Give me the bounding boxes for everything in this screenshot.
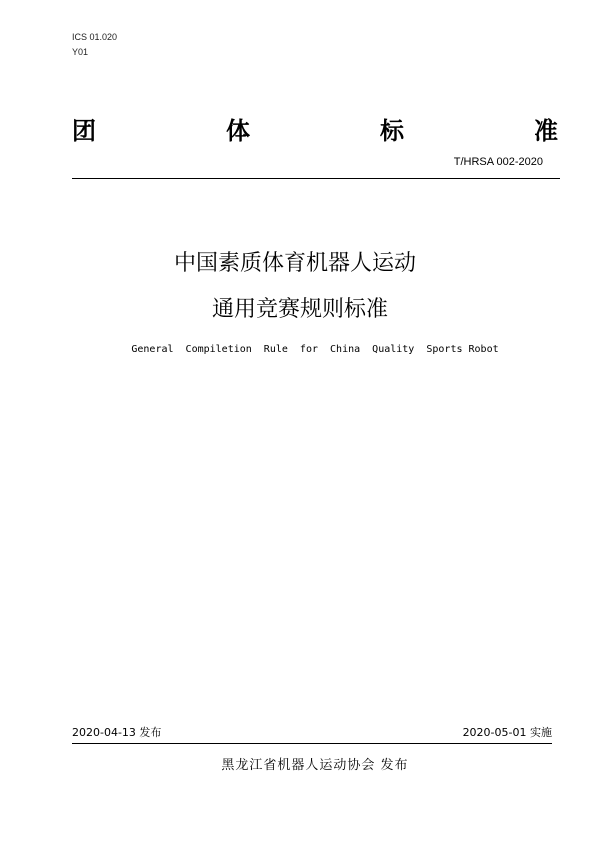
standard-number: T/HRSA 002-2020 (453, 156, 543, 168)
footer-divider (72, 743, 552, 744)
publish-date: 2020-04-13 发布 (72, 726, 162, 739)
standard-type-char: 标 (380, 117, 404, 145)
header-divider (72, 178, 560, 179)
standard-type-heading (72, 116, 558, 146)
standard-type-char: 准 (534, 117, 558, 145)
english-title: General Compiletion Rule for China Quality Sports Robot (131, 344, 499, 355)
issuing-organization: 黑龙江省机器人运动协会 发布 (221, 758, 409, 773)
classification-codes (72, 30, 117, 60)
title-line-2: 通用竞赛规则标准 (211, 297, 388, 322)
standard-type-char: 体 (226, 117, 250, 145)
ics-code: ICS 01.020 (72, 32, 118, 42)
standard-type-char: 团 (72, 117, 96, 145)
title-line-1: 中国素质体育机器人运动 (173, 251, 416, 276)
ccs-code: Y01 (72, 47, 89, 57)
implement-date: 2020-05-01 实施 (462, 726, 552, 739)
